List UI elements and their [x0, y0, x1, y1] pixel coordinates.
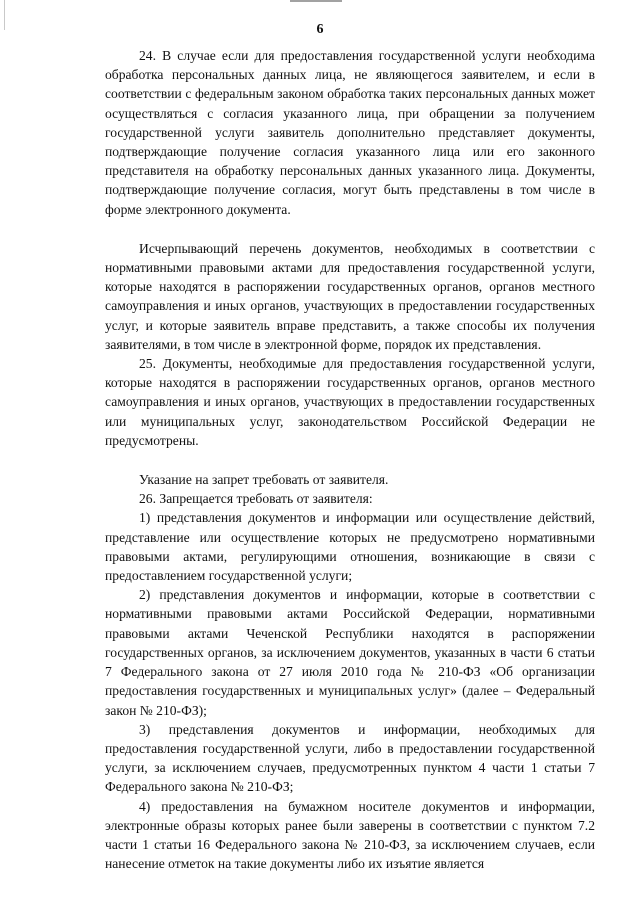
list-item-3: 3) представления документов и информации, необходимых для предоставления государственной услуги, либо в предоставлении государственной услуги, за исключением случаев, предусмотренных пунктом 4 части 1 статьи 7 Федерального закона № 210-ФЗ; [105, 721, 595, 795]
paragraph-26: 26. Запрещается требовать от заявителя: [139, 491, 373, 507]
scan-artifact [290, 0, 342, 2]
list-item-4: 4) предоставления на бумажном носителе документов и информации, электронные образы которых ранее были заверены в соответствии с пунктом 7.2 части 1 статьи 16 Федерального закона № 210-ФЗ, за исключением случаев, если нанесение отметок на такие документы либо их изъятие является [105, 798, 595, 872]
section-heading-exhaustive-list: Исчерпывающий перечень документов, необходимых в соответствии с нормативными правовыми актами для предоставления государственной услуги, которые находятся в распоряжении государственных органов, органов местного самоуправления и иных органов, участвующих в предоставлении государственных услуг, и которые заявитель вправе представить, а также способы их получения заявителями, в том числе в электронной форме, порядок их представления. [105, 240, 595, 352]
list-item-1: 1) представления документов и информации или осуществление действий, представление или осуществление которых не предусмотрено нормативными правовыми актами, регулирующими отношения, возникающие в связи с предоставлением государственной услуги; [105, 510, 595, 584]
section-heading-prohibition: Указание на запрет требовать от заявителя. [139, 472, 389, 488]
page-number: 6 [316, 22, 324, 37]
paragraph-24: 24. В случае если для предоставления государственной услуги необходима обработка персональных данных лица, не являющегося заявителем, и если в соответствии с федеральным законом обработка таких персональных данных может осуществляться с согласия указанного лица, при обращении за получением государственной услуги заявитель дополнительно представляет документы, подтверждающие получение согласия указанного лица или его законного представителя на обработку персональных данных указанного лица. Документы, подтверждающие получение согласия, могут быть представлены в том числе в форме электронного документа. [105, 48, 595, 217]
document-body [105, 46, 595, 873]
list-item-2: 2) представления документов и информации, которые в соответствии с нормативными правовыми актами Российской Федерации, нормативными правовыми актами Чеченской Республики находятся в распоряжении государственных органов, за исключением документов, указанных в части 6 статьи 7 Федерального закона от 27 июля 2010 года № 210-ФЗ «Об организации предоставления государственных и муниципальных услуг» (далее – Федеральный закон № 210-ФЗ); [105, 587, 595, 718]
paragraph-25: 25. Документы, необходимые для предоставления государственной услуги, которые находятся в распоряжении государственных органов, органов местного самоуправления и иных органов, участвующих в предоставлении государственных или муниципальных услуг, законодательством Российской Федерации не предусмотрены. [105, 356, 595, 448]
